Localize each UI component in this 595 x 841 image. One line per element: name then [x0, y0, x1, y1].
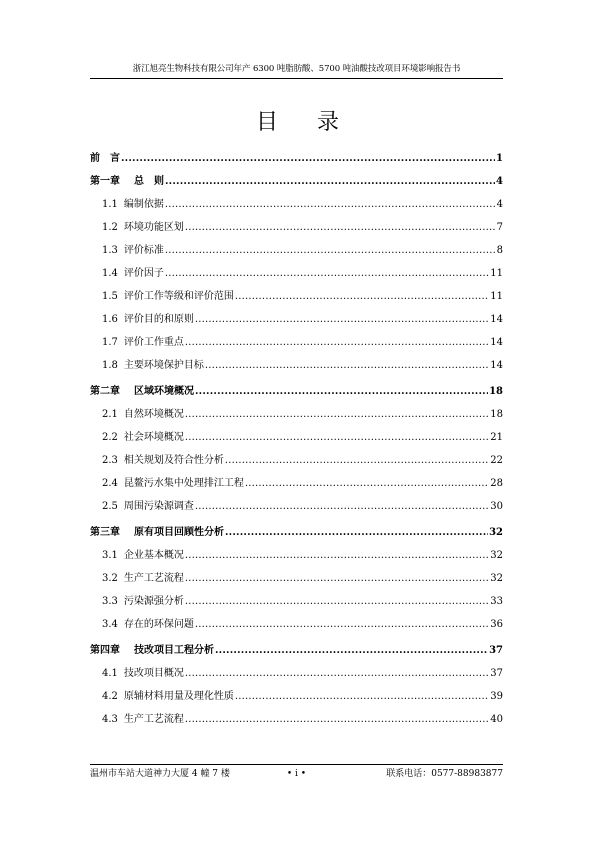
toc-entry-number: 3.3 [102, 596, 118, 607]
toc-entry-page: 1 [496, 153, 503, 164]
toc-entry-page: 14 [490, 337, 503, 348]
footer-phone: 联系电话：0577-88983877 [386, 769, 503, 779]
toc-entry-page: 33 [490, 596, 503, 607]
toc-entry-label: 生产工艺流程 [123, 573, 184, 584]
toc-entry-page: 32 [490, 573, 503, 584]
toc-entry-label: 存在的环保问题 [123, 619, 194, 630]
toc-section-entry[interactable] [102, 570, 503, 586]
toc-section-entry[interactable] [102, 334, 503, 350]
toc-entry-number: 3.2 [102, 573, 118, 584]
toc-entry-page: 11 [490, 268, 503, 279]
toc-entry-label: 前 言 [90, 153, 120, 164]
toc-entry-number: 1.6 [102, 314, 118, 325]
toc-entry-page: 18 [489, 386, 503, 397]
toc-entry-page: 40 [490, 714, 503, 725]
toc-chapter-entry[interactable] [90, 173, 503, 189]
toc-entry-number: 2.2 [102, 432, 118, 443]
toc-dot-leader [185, 595, 489, 609]
toc-entry-number: 2.4 [102, 478, 118, 489]
toc-chapter-entry[interactable] [90, 642, 503, 658]
toc-entry-label: 编制依据 [123, 199, 164, 210]
toc-entry-number: 第一章 [90, 176, 120, 187]
toc-chapter-entry[interactable] [90, 383, 503, 399]
toc-section-entry[interactable] [102, 219, 503, 235]
toc-entry-number: 1.3 [102, 245, 118, 256]
toc-entry-page: 18 [490, 409, 503, 420]
toc-entry-label: 主要环境保护目标 [123, 360, 204, 371]
toc-section-entry[interactable] [102, 593, 503, 609]
toc-entry-page: 22 [490, 455, 503, 466]
toc-entry-label: 污染源强分析 [123, 596, 184, 607]
toc-section-entry[interactable] [102, 452, 503, 468]
toc-entry-label: 评价因子 [123, 268, 164, 279]
toc-entry-number: 第四章 [90, 645, 120, 656]
toc-entry-number: 4.3 [102, 714, 118, 725]
header-rule [90, 78, 503, 79]
toc-section-entry[interactable] [102, 242, 503, 258]
toc-dot-leader [185, 431, 489, 445]
toc-entry-page: 4 [496, 176, 503, 187]
toc-section-entry[interactable] [102, 196, 503, 212]
toc-entry-number: 1.8 [102, 360, 118, 371]
toc-entry-label: 社会环境概况 [123, 432, 184, 443]
toc-section-entry[interactable] [102, 616, 503, 632]
toc-section-entry[interactable] [102, 711, 503, 727]
toc-entry-label: 企业基本概况 [123, 550, 184, 561]
toc-entry-page: 36 [490, 619, 503, 630]
toc-entry-page: 14 [490, 314, 503, 325]
toc-entry-page: 14 [490, 360, 503, 371]
toc-entry-page: 32 [489, 527, 503, 538]
toc-entry-number: 1.4 [102, 268, 118, 279]
toc-entry-label: 原有项目回顾性分析 [134, 527, 224, 538]
toc-entry-label: 区域环境概况 [134, 386, 194, 397]
footer-address: 温州市车站大道神力大厦 4 幢 7 楼 [90, 769, 230, 779]
toc-entry-label: 评价标准 [123, 245, 164, 256]
toc-entry-page: 28 [490, 478, 503, 489]
toc-dot-leader [185, 408, 489, 422]
toc-chapter-entry[interactable] [90, 150, 503, 166]
toc-dot-leader [185, 572, 489, 586]
toc-dot-leader [195, 313, 489, 327]
toc-entry-page: 37 [490, 668, 503, 679]
toc-dot-leader [185, 713, 489, 727]
toc-entry-number: 4.2 [102, 691, 118, 702]
toc-entry-number: 2.5 [102, 501, 118, 512]
toc-dot-leader [205, 359, 489, 373]
toc-entry-page: 37 [489, 645, 503, 656]
toc-entry-page: 7 [496, 222, 503, 233]
toc-entry-label: 评价工作重点 [123, 337, 184, 348]
toc-entry-label: 技改项目工程分析 [134, 645, 214, 656]
toc-dot-leader [185, 336, 489, 350]
toc-dot-leader [165, 244, 496, 258]
footer-page-number: • i • [286, 769, 307, 779]
toc-entry-label: 总 则 [134, 176, 164, 187]
toc-section-entry[interactable] [102, 475, 503, 491]
toc-dot-leader [185, 667, 489, 681]
toc-entry-page: 4 [496, 199, 503, 210]
toc-entry-number: 3.4 [102, 619, 118, 630]
toc-entry-number: 4.1 [102, 668, 118, 679]
toc-entry-number: 2.3 [102, 455, 118, 466]
toc-dot-leader [215, 644, 488, 658]
toc-entry-label: 相关规划及符合性分析 [123, 455, 224, 466]
toc-section-entry[interactable] [102, 665, 503, 681]
document-header: 浙江旭亮生物科技有限公司年产 6300 吨脂肪酸、5700 吨油酸技改项目环境影响报告书 [132, 64, 461, 74]
toc-section-entry[interactable] [102, 429, 503, 445]
toc-dot-leader [235, 690, 489, 704]
toc-chapter-entry[interactable] [90, 524, 503, 540]
toc-dot-leader [245, 477, 489, 491]
toc-entry-number: 1.7 [102, 337, 118, 348]
toc-entry-label: 技改项目概况 [123, 668, 184, 679]
toc-dot-leader [225, 526, 488, 540]
toc-entry-number: 1.5 [102, 291, 118, 302]
toc-section-entry[interactable] [102, 311, 503, 327]
toc-entry-number: 1.1 [102, 199, 118, 210]
toc-entry-page: 39 [490, 691, 503, 702]
toc-dot-leader [165, 175, 495, 189]
toc-dot-leader [195, 500, 489, 514]
toc-dot-leader [235, 290, 489, 304]
toc-dot-leader [121, 152, 495, 166]
toc-dot-leader [195, 385, 488, 399]
toc-section-entry[interactable] [102, 688, 503, 704]
toc-dot-leader [185, 221, 496, 235]
toc-entry-label: 环境功能区划 [123, 222, 184, 233]
page-title: 目 录 [256, 110, 355, 135]
toc-entry-number: 第二章 [90, 386, 120, 397]
toc-section-entry[interactable] [102, 265, 503, 281]
toc-entry-number: 1.2 [102, 222, 118, 233]
toc-dot-leader [185, 549, 489, 563]
toc-entry-label: 自然环境概况 [123, 409, 184, 420]
toc-entry-page: 30 [490, 501, 503, 512]
toc-entry-page: 11 [490, 291, 503, 302]
toc-entry-label: 昆鳌污水集中处理排江工程 [123, 478, 244, 489]
footer-rule [90, 764, 503, 765]
toc-entry-page: 21 [490, 432, 503, 443]
toc-entry-number: 3.1 [102, 550, 118, 561]
toc-entry-page: 32 [490, 550, 503, 561]
toc-dot-leader [165, 267, 489, 281]
toc-dot-leader [225, 454, 489, 468]
toc-dot-leader [165, 198, 496, 212]
toc-dot-leader [195, 618, 489, 632]
toc-entry-label: 周围污染源调查 [123, 501, 194, 512]
toc-entry-label: 评价目的和原则 [123, 314, 194, 325]
toc-section-entry[interactable] [102, 406, 503, 422]
toc-entry-label: 评价工作等级和评价范围 [123, 291, 234, 302]
toc-entry-label: 原辅材料用量及理化性质 [123, 691, 234, 702]
toc-section-entry[interactable] [102, 547, 503, 563]
toc-entry-page: 8 [496, 245, 503, 256]
toc-entry-number: 2.1 [102, 409, 118, 420]
toc-section-entry[interactable] [102, 357, 503, 373]
toc-entry-label: 生产工艺流程 [123, 714, 184, 725]
toc-entry-number: 第三章 [90, 527, 120, 538]
toc-section-entry[interactable] [102, 498, 503, 514]
toc-section-entry[interactable] [102, 288, 503, 304]
